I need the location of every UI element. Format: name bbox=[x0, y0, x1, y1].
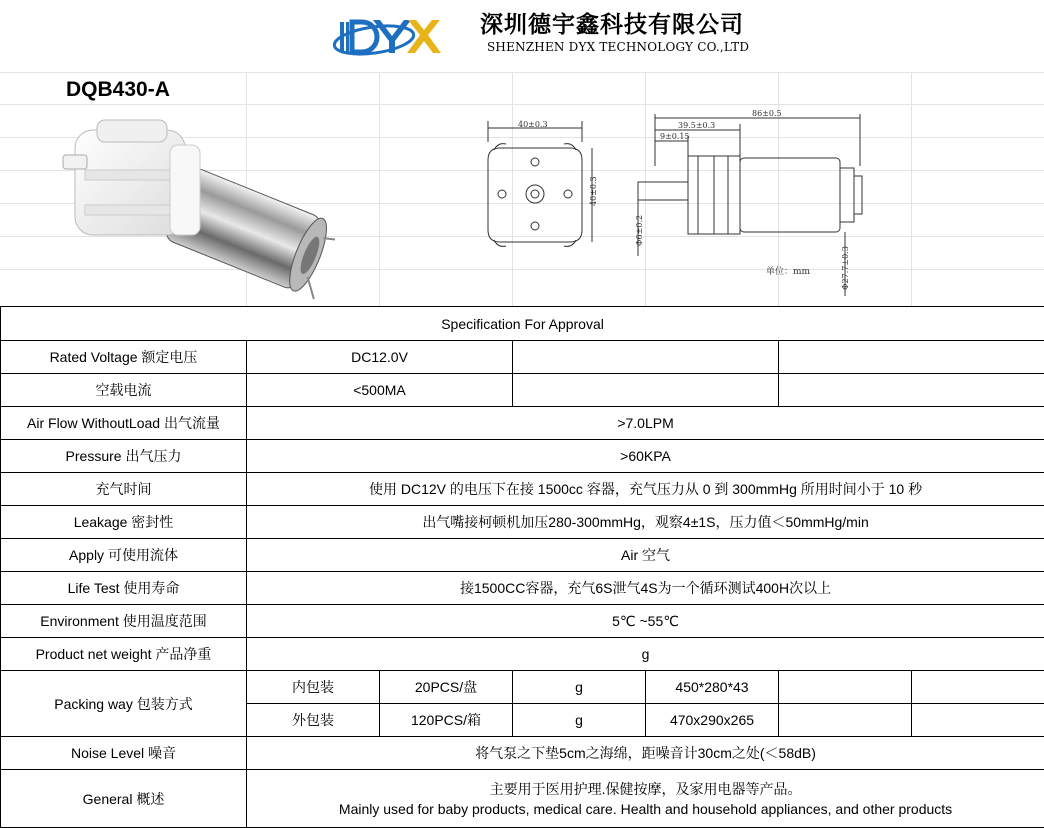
dim-total-length-text: 86±0.5 bbox=[752, 109, 782, 118]
inner-pack-qty: 20PCS/盘 bbox=[380, 671, 513, 704]
dim-height-text: 40±0.3 bbox=[589, 176, 598, 206]
net-weight-label: Product net weight 产品净重 bbox=[1, 638, 247, 671]
empty-cell bbox=[912, 671, 1044, 704]
leakage-label: Leakage 密封性 bbox=[1, 506, 247, 539]
inflation-time-value: 使用 DC12V 的电压下在接 1500cc 容器，充气压力从 0 到 300mmHg 所用时间小于 10 秒 bbox=[247, 473, 1044, 506]
rated-voltage-label: Rated Voltage 额定电压 bbox=[1, 341, 247, 374]
product-model: DQB430-A bbox=[66, 78, 170, 101]
dim-nozzle-text: 9±0.15 bbox=[660, 132, 690, 141]
empty-cell bbox=[779, 704, 912, 737]
leakage-value: 出气嘴接柯顿机加压280-300mmHg，观察4±1S，压力值＜50mmHg/min bbox=[247, 506, 1044, 539]
life-test-value: 接1500CC容器，充气6S泄气4S为一个循环测试400H次以上 bbox=[247, 572, 1044, 605]
no-load-current-value: <500MA bbox=[247, 374, 513, 407]
inflation-time-label: 充气时间 bbox=[1, 473, 247, 506]
net-weight-value: g bbox=[247, 638, 1044, 671]
dim-motor-dia-text: Φ27.7±0.3 bbox=[841, 246, 850, 290]
inner-pack-weight: g bbox=[513, 671, 646, 704]
packing-label: Packing way 包装方式 bbox=[1, 671, 247, 737]
dim-width-text: 40±0.3 bbox=[518, 120, 548, 129]
empty-cell bbox=[513, 341, 779, 374]
pump-photo bbox=[55, 110, 335, 300]
dimension-drawing bbox=[470, 106, 890, 302]
environment-label: Environment 使用温度范围 bbox=[1, 605, 247, 638]
pressure-label: Pressure 出气压力 bbox=[1, 440, 247, 473]
document-header bbox=[0, 0, 1044, 72]
no-load-current-label: 空载电流 bbox=[1, 374, 247, 407]
inner-pack-name: 内包装 bbox=[247, 671, 380, 704]
outer-pack-qty: 120PCS/箱 bbox=[380, 704, 513, 737]
spec-table bbox=[0, 306, 1044, 828]
company-logo bbox=[330, 12, 442, 62]
life-test-label: Life Test 使用寿命 bbox=[1, 572, 247, 605]
dim-nozzle-dia-text: Φ6±0.2 bbox=[635, 214, 644, 246]
company-name-cn: 深圳德宇鑫科技有限公司 bbox=[480, 11, 744, 38]
general-label: General 概述 bbox=[1, 770, 247, 828]
general-value-cn: 主要用于医用护理.保健按摩，及家用电器等产品。 bbox=[489, 780, 802, 797]
outer-pack-weight: g bbox=[513, 704, 646, 737]
empty-cell bbox=[779, 341, 1044, 374]
environment-value: 5℃ ~55℃ bbox=[247, 605, 1044, 638]
rated-voltage-value: DC12.0V bbox=[247, 341, 513, 374]
noise-value: 将气泵之下垫5cm之海绵，距噪音计30cm之处(＜58dB) bbox=[247, 737, 1044, 770]
unit-label: 单位：mm bbox=[766, 267, 811, 277]
empty-cell bbox=[779, 671, 912, 704]
noise-label: Noise Level 噪音 bbox=[1, 737, 247, 770]
empty-cell bbox=[912, 704, 1044, 737]
air-flow-value: >7.0LPM bbox=[247, 407, 1044, 440]
empty-cell bbox=[779, 374, 1044, 407]
pressure-value: >60KPA bbox=[247, 440, 1044, 473]
outer-pack-size: 470x290x265 bbox=[646, 704, 779, 737]
dim-body-length-text: 39.5±0.3 bbox=[678, 121, 716, 130]
apply-value: Air 空气 bbox=[247, 539, 1044, 572]
company-name-en: SHENZHEN DYX TECHNOLOGY CO.,LTD bbox=[487, 40, 750, 54]
general-value bbox=[247, 770, 1044, 828]
apply-label: Apply 可使用流体 bbox=[1, 539, 247, 572]
empty-cell bbox=[513, 374, 779, 407]
outer-pack-name: 外包装 bbox=[247, 704, 380, 737]
air-flow-label: Air Flow WithoutLoad 出气流量 bbox=[1, 407, 247, 440]
spec-title: Specification For Approval bbox=[1, 307, 1044, 341]
general-value-en: Mainly used for baby products, medical care. Health and household appliances, and other products bbox=[338, 800, 953, 817]
inner-pack-size: 450*280*43 bbox=[646, 671, 779, 704]
